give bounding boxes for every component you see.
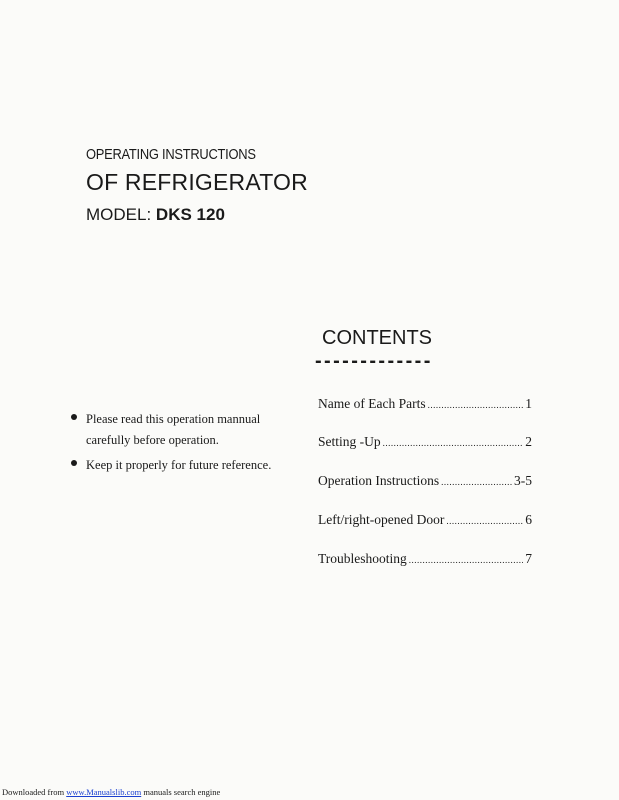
contents-dashed-rule: ------------- bbox=[315, 350, 433, 372]
toc-entry-page: 3-5 bbox=[514, 473, 532, 488]
toc-leader-dots bbox=[383, 438, 524, 448]
model-value: DKS 120 bbox=[155, 205, 225, 224]
toc-leader-dots bbox=[446, 516, 523, 526]
toc-entry-label: Left/right-opened Door bbox=[318, 512, 445, 527]
note-text-line: Please read this operation mannual bbox=[86, 412, 261, 426]
toc-leader-dots bbox=[441, 477, 512, 487]
toc-entry-page: 1 bbox=[525, 396, 532, 411]
footer-prefix: Downloaded from bbox=[2, 787, 67, 797]
contents-heading: CONTENTS bbox=[322, 327, 432, 349]
notes-list bbox=[70, 409, 271, 476]
toc-entry bbox=[318, 473, 532, 489]
toc-entry-label: Setting -Up bbox=[318, 434, 381, 449]
note-item bbox=[70, 455, 271, 476]
title-operating-instructions: OPERATING INSTRUCTIONS bbox=[86, 146, 256, 163]
model-line bbox=[86, 205, 308, 225]
toc-leader-dots bbox=[428, 400, 524, 410]
model-label: MODEL: bbox=[86, 205, 152, 224]
toc-entry-label: Name of Each Parts bbox=[318, 396, 426, 411]
bullet-icon bbox=[71, 460, 77, 466]
bullet-icon bbox=[71, 414, 77, 420]
title-of-refrigerator: OF REFRIGERATOR bbox=[86, 169, 308, 195]
toc-entry bbox=[318, 396, 532, 412]
download-footer bbox=[2, 787, 220, 797]
toc-entry bbox=[318, 551, 532, 567]
toc-entry-page: 6 bbox=[525, 512, 532, 527]
document-title bbox=[86, 146, 308, 225]
toc-entry-page: 7 bbox=[525, 551, 532, 566]
footer-suffix: manuals search engine bbox=[141, 787, 221, 797]
toc-entry-page: 2 bbox=[525, 434, 532, 449]
toc-entry-label: Troubleshooting bbox=[318, 551, 407, 566]
toc-entry bbox=[318, 434, 532, 450]
note-text-line: carefully before operation. bbox=[86, 433, 219, 447]
toc-entry-label: Operation Instructions bbox=[318, 473, 440, 488]
note-text-line: Keep it properly for future reference. bbox=[86, 458, 272, 472]
manualslib-link[interactable]: www.Manualslib.com bbox=[66, 787, 142, 797]
toc-entry bbox=[318, 512, 532, 528]
toc-leader-dots bbox=[409, 555, 523, 565]
note-item bbox=[70, 409, 271, 451]
